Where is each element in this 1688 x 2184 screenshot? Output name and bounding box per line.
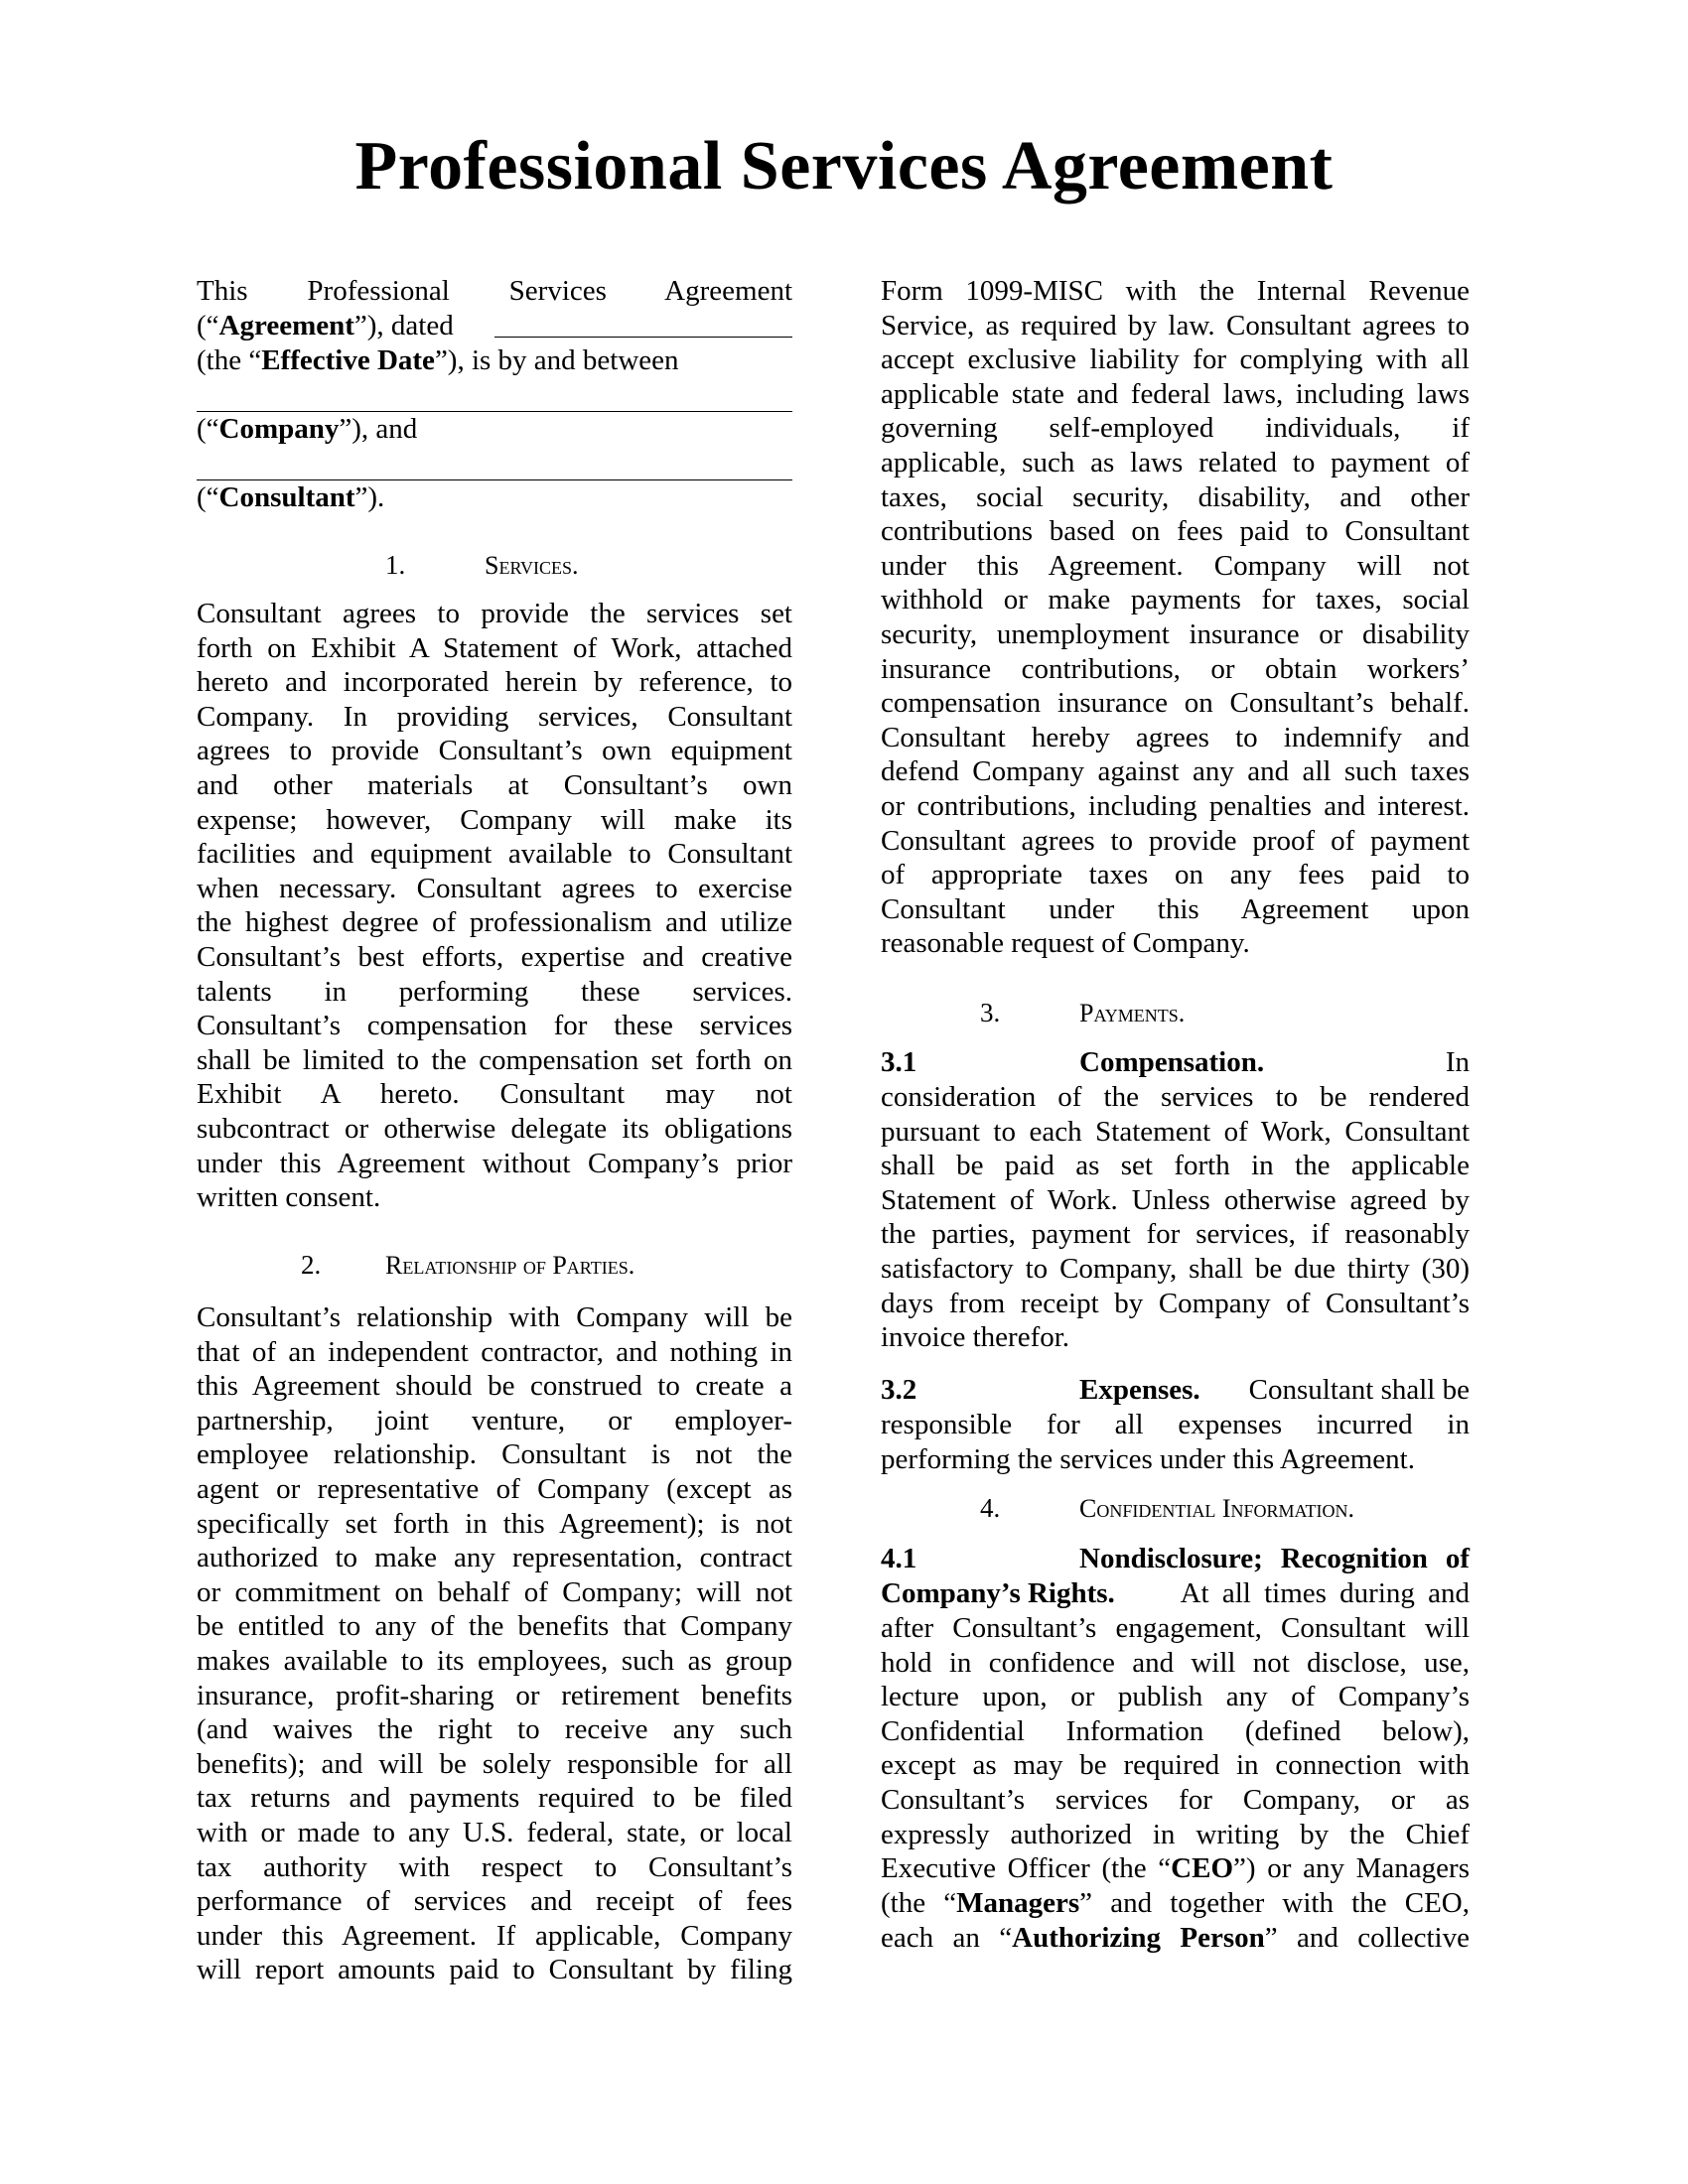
between-label: ”), is by and between: [434, 344, 679, 376]
body-line: Company. In providing services, Consultant: [197, 700, 792, 733]
body-line: shall be paid as set forth in the applicable: [881, 1150, 1470, 1182]
body-line: and other materials at Consultant’s own: [197, 769, 792, 801]
company-line: [197, 412, 792, 447]
body-line: satisfactory to Company, shall be due thirty (30): [881, 1253, 1470, 1285]
body-line: the highest degree of professionalism and utilize: [197, 906, 792, 939]
section-number: 1.: [385, 550, 406, 580]
quote-open: (“: [197, 310, 219, 341]
body-line: Consultant hereby agrees to indemnify and: [881, 721, 1470, 753]
subsection-4-1-title-line-2: [881, 1576, 1470, 1611]
body-line: or contributions, including penalties and interest.: [881, 790, 1470, 822]
body-line: security, unemployment insurance or disability: [881, 618, 1470, 650]
section-title: Relationship of Parties.: [385, 1251, 635, 1280]
body-line: subcontract or otherwise delegate its obligations: [197, 1113, 792, 1145]
body-line: or commitment on behalf of Company; will not: [197, 1575, 792, 1608]
preamble-line-1: This Professional Services Agreement: [197, 275, 792, 307]
subsection-3-1-title-line: [881, 1045, 1470, 1080]
body-line: Form 1099-MISC with the Internal Revenue: [881, 275, 1470, 307]
body-line: facilities and equipment available to Consultant: [197, 838, 792, 871]
text: ”) or any Managers: [1233, 1852, 1470, 1884]
subsection-title: Nondisclosure; Recognition of: [1079, 1543, 1470, 1574]
body-line: talents in performing these services.: [197, 975, 792, 1008]
text: ” and collective: [1264, 1922, 1470, 1954]
body-line: partnership, joint venture, or employer-: [197, 1404, 792, 1436]
body-line: of appropriate taxes on any fees paid to: [881, 859, 1470, 891]
body-line: Statement of Work. Unless otherwise agreed by: [881, 1183, 1470, 1216]
defined-term-authorizing-person: Authorizing Person: [1012, 1922, 1265, 1954]
subsection-title: Compensation.: [1079, 1046, 1265, 1078]
body-line: when necessary. Consultant agrees to exercise: [197, 872, 792, 904]
body-line: tax authority with respect to Consultant’s: [197, 1850, 792, 1883]
subsection-title-cont: Company’s Rights.: [881, 1577, 1115, 1609]
body-line: specifically set forth in this Agreement); is not: [197, 1507, 792, 1540]
subsection-text: At all times during and: [1180, 1577, 1470, 1609]
body-line: under this Agreement. Company will not: [881, 549, 1470, 582]
body-line: will report amounts paid to Consultant by filing: [197, 1954, 792, 1986]
body-line: under this Agreement without Company’s prior: [197, 1147, 792, 1179]
body-line: Consultant agrees to provide the services set: [197, 598, 792, 629]
section-4-heading: [881, 1491, 1470, 1526]
body-line: authorized to make any representation, contract: [197, 1542, 792, 1574]
consultant-line: [197, 480, 792, 515]
quote-open: (the “: [197, 344, 262, 376]
body-line: Consultant’s services for Company, or as: [881, 1784, 1470, 1816]
body-line: reasonable request of Company.: [881, 927, 1250, 960]
body-line: the parties, payment for services, if reasonably: [881, 1218, 1470, 1251]
text: Executive Officer (the “: [881, 1852, 1172, 1884]
body-line: defend Company against any and all such taxes: [881, 755, 1470, 788]
body-line: Consultant’s best efforts, expertise and creative: [197, 941, 792, 973]
authorizing-person-line: [881, 1921, 1470, 1956]
body-line: hold in confidence and will not disclose, use,: [881, 1646, 1470, 1679]
body-line: invoice therefor.: [881, 1321, 1070, 1354]
subsection-3-2-title-line: [881, 1373, 1470, 1408]
body-line: hereto and incorporated herein by reference, to: [197, 666, 792, 699]
defined-term-agreement: Agreement: [218, 310, 354, 341]
body-line: withhold or make payments for taxes, social: [881, 584, 1470, 616]
section-number: 4.: [980, 1493, 1001, 1523]
body-line: agent or representative of Company (except as: [197, 1473, 792, 1505]
quote-open: (“: [197, 413, 219, 445]
body-line: (and waives the right to receive any such: [197, 1713, 792, 1746]
and-label: ”), and: [339, 413, 418, 445]
body-line: insurance, profit-sharing or retirement benefits: [197, 1679, 792, 1711]
body-line: after Consultant’s engagement, Consultant will: [881, 1612, 1470, 1644]
defined-term-company: Company: [218, 413, 340, 445]
ceo-line: [881, 1851, 1470, 1886]
dated-label: ”), dated: [353, 310, 454, 341]
body-line: compensation insurance on Consultant’s behalf.: [881, 687, 1470, 720]
body-line: accept exclusive liability for complying with all: [881, 343, 1470, 376]
section-title: Services.: [485, 551, 579, 580]
body-line: Consultant’s relationship with Company will be: [197, 1301, 792, 1333]
section-title: Payments.: [1079, 999, 1186, 1027]
body-line: governing self-employed individuals, if: [881, 412, 1470, 445]
body-line: shall be limited to the compensation set forth on: [197, 1043, 792, 1076]
body-line: benefits); and will be solely responsible for all: [197, 1747, 792, 1780]
subsection-title: Expenses.: [1079, 1374, 1200, 1406]
defined-term-consultant: Consultant: [218, 481, 355, 513]
period: ”).: [354, 481, 385, 513]
body-line: Confidential Information (defined below),: [881, 1714, 1470, 1747]
body-line: Exhibit A hereto. Consultant may not: [197, 1078, 792, 1111]
body-line: except as may be required in connection with: [881, 1749, 1470, 1782]
body-line: agrees to provide Consultant’s own equipment: [197, 735, 792, 767]
body-line: makes available to its employees, such as group: [197, 1645, 792, 1677]
subsection-4-1-title-line: [881, 1542, 1470, 1576]
body-line: consideration of the services to be rendered: [881, 1081, 1470, 1113]
text: ” and together with the CEO,: [1079, 1887, 1470, 1919]
body-line: with or made to any U.S. federal, state, or local: [197, 1817, 792, 1848]
body-line: employee relationship. Consultant is not the: [197, 1438, 792, 1471]
managers-line: [881, 1886, 1470, 1921]
body-line: this Agreement should be construed to create a: [197, 1370, 792, 1403]
subsection-text: Consultant shall be: [1248, 1374, 1470, 1406]
section-1-heading: [197, 548, 792, 583]
body-line: Consultant’s compensation for these services: [197, 1010, 792, 1042]
body-line: applicable, such as laws related to payment of: [881, 447, 1470, 478]
body-line: written consent.: [197, 1181, 381, 1214]
effective-date-blank-line[interactable]: [494, 337, 792, 338]
body-line: applicable state and federal laws, including laws: [881, 377, 1470, 410]
defined-term-managers: Managers: [956, 1887, 1080, 1919]
text: (the “: [881, 1887, 957, 1919]
body-line: contributions based on fees paid to Consultant: [881, 515, 1470, 548]
preamble-line-3: [197, 343, 792, 378]
body-line: tax returns and payments required to be filed: [197, 1782, 792, 1815]
section-number: 3.: [980, 998, 1001, 1027]
body-line: Service, as required by law. Consultant agrees to: [881, 309, 1470, 341]
subsection-number: 4.1: [881, 1543, 917, 1574]
body-line: taxes, social security, disability, and other: [881, 480, 1470, 513]
defined-term-ceo: CEO: [1171, 1852, 1234, 1884]
body-line: days from receipt by Company of Consultant’s: [881, 1287, 1470, 1319]
text: each an “: [881, 1922, 1013, 1954]
defined-term-effective-date: Effective Date: [261, 344, 435, 376]
subsection-number: 3.2: [881, 1374, 917, 1406]
body-line: Consultant under this Agreement upon: [881, 892, 1470, 925]
body-line: insurance contributions, or obtain workers’: [881, 652, 1470, 685]
body-line: lecture upon, or publish any of Company’s: [881, 1681, 1470, 1713]
body-line: under this Agreement. If applicable, Company: [197, 1919, 792, 1952]
preamble-line-2: [197, 309, 792, 343]
section-title: Confidential Information.: [1079, 1494, 1354, 1523]
quote-open: (“: [197, 481, 219, 513]
section-3-heading: [881, 996, 1470, 1030]
body-line: performance of services and receipt of fees: [197, 1885, 792, 1918]
subsection-number: 3.1: [881, 1046, 917, 1078]
body-line: expressly authorized in writing by the Chief: [881, 1818, 1470, 1850]
body-line: responsible for all expenses incurred in: [881, 1409, 1470, 1440]
body-line: forth on Exhibit A Statement of Work, attached: [197, 631, 792, 664]
section-number: 2.: [301, 1250, 322, 1280]
body-line: Consultant agrees to provide proof of payment: [881, 824, 1470, 857]
body-line: be entitled to any of the benefits that Company: [197, 1610, 792, 1643]
body-line: performing the services under this Agreement.: [881, 1442, 1415, 1475]
section-2-heading: [197, 1248, 792, 1283]
document-title: Professional Services Agreement: [354, 128, 1334, 205]
body-line: that of an independent contractor, and nothing in: [197, 1335, 792, 1368]
body-line: pursuant to each Statement of Work, Consultant: [881, 1115, 1470, 1148]
subsection-text: In: [1445, 1046, 1470, 1078]
body-line: expense; however, Company will make its: [197, 803, 792, 836]
